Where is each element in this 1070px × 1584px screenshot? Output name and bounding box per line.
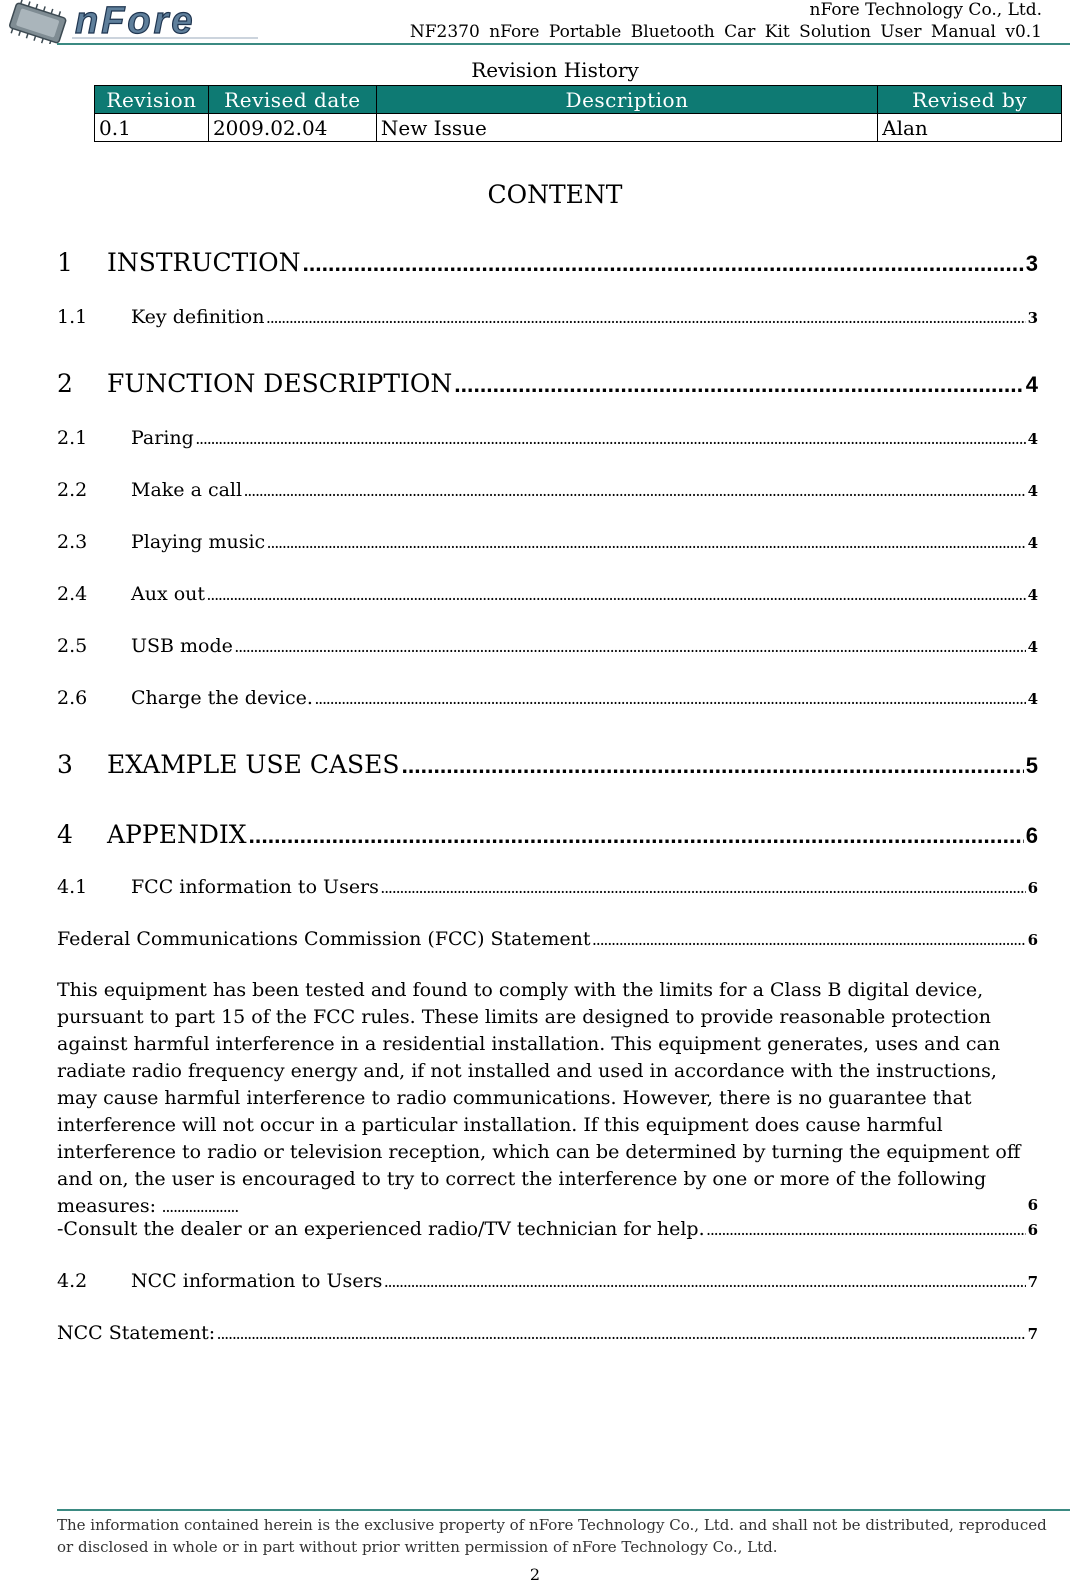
revision-history-caption: Revision History xyxy=(471,58,639,82)
toc-entry-instruction[interactable] xyxy=(57,248,1038,277)
toc-title: FUNCTION DESCRIPTION xyxy=(107,369,453,398)
toc-number: 2.6 xyxy=(57,687,88,709)
toc-page: 6 xyxy=(1027,879,1038,897)
toc-page: 4 xyxy=(1027,430,1038,448)
table-row xyxy=(95,114,1062,142)
toc-page: 5 xyxy=(1025,753,1038,778)
toc-number: 1.1 xyxy=(57,306,88,328)
confidentiality-notice: The information contained herein is the exclusive property of nFore Technology Co., Ltd. and shall not be distributed, reproduced or disclosed in whole or in part without prior written permission of nFore Technology Co., Ltd. xyxy=(57,1516,1047,1556)
column-header: Revised date xyxy=(208,86,376,114)
toc-title: Key definition xyxy=(131,306,265,328)
toc-entry-fcc-compliance-paragraph[interactable] xyxy=(57,977,1038,1222)
toc-leader xyxy=(303,250,1024,277)
company-name: nFore Technology Co., Ltd. xyxy=(809,0,1042,20)
revision-history-table xyxy=(94,85,1062,142)
toc-entry-playing-music[interactable] xyxy=(57,531,1038,553)
toc-leader xyxy=(454,371,1023,398)
toc-leader xyxy=(593,935,1026,948)
toc-entry-paring[interactable] xyxy=(57,427,1038,449)
toc-entry-consult-dealer[interactable] xyxy=(57,1218,1038,1240)
toc-leader xyxy=(196,434,1026,447)
column-header: Revised by xyxy=(878,86,1062,114)
toc-entry-make-a-call[interactable] xyxy=(57,479,1038,501)
toc-entry-aux-out[interactable] xyxy=(57,583,1038,605)
toc-number: 2.4 xyxy=(57,583,88,605)
toc-page: 7 xyxy=(1027,1273,1038,1291)
toc-title: FCC information to Users xyxy=(131,876,379,898)
toc-page: 4 xyxy=(1027,690,1038,708)
table-cell: Alan xyxy=(878,114,1062,142)
document-title: NF2370 nFore Portable Bluetooth Car Kit Solution User Manual v0.1 xyxy=(409,22,1042,42)
toc-page: 4 xyxy=(1025,372,1038,397)
toc-leader xyxy=(384,1277,1025,1290)
toc-entry-appendix[interactable] xyxy=(57,820,1038,849)
logo-wordmark: nFore xyxy=(75,0,196,42)
toc-title: Federal Communications Commission (FCC) Statement xyxy=(57,928,591,950)
toc-leader: .................... xyxy=(162,1202,239,1215)
toc-page: 4 xyxy=(1027,482,1038,500)
toc-title: Aux out xyxy=(131,583,206,605)
toc-title: Paring xyxy=(131,427,194,449)
toc-entry-fcc-statement[interactable] xyxy=(57,928,1038,950)
toc-leader xyxy=(207,590,1026,603)
toc-title: Charge the device. xyxy=(131,687,313,709)
toc-number: 2.2 xyxy=(57,479,88,501)
toc-title: Make a call xyxy=(131,479,243,501)
company-logo xyxy=(0,0,265,44)
toc-page: 7 xyxy=(1027,1325,1038,1343)
toc-entry-example-use-cases[interactable] xyxy=(57,750,1038,779)
toc-page: 6 xyxy=(1027,1221,1038,1239)
toc-number: 2.5 xyxy=(57,635,88,657)
toc-title: NCC information to Users xyxy=(131,1270,383,1292)
toc-page: 3 xyxy=(1027,309,1038,327)
page-number: 2 xyxy=(529,1565,541,1584)
toc-leader xyxy=(244,486,1025,499)
footer-divider xyxy=(57,1509,1070,1511)
content-heading: CONTENT xyxy=(487,180,623,209)
toc-leader xyxy=(217,1329,1025,1342)
toc-entry-ncc-statement[interactable] xyxy=(57,1322,1038,1344)
toc-number: 2.1 xyxy=(57,427,88,449)
toc-number: 4.2 xyxy=(57,1270,88,1292)
toc-page: 6 xyxy=(1025,823,1038,848)
column-header: Revision xyxy=(95,86,209,114)
toc-page: 4 xyxy=(1027,638,1038,656)
toc-title: -Consult the dealer or an experienced radio/TV technician for help. xyxy=(57,1218,705,1240)
toc-title: USB mode xyxy=(131,635,233,657)
toc-leader xyxy=(402,752,1024,779)
table-cell: 0.1 xyxy=(95,114,209,142)
toc-leader xyxy=(249,822,1024,849)
toc-number: 3 xyxy=(57,750,73,779)
table-cell: 2009.02.04 xyxy=(208,114,376,142)
table-header-row xyxy=(95,86,1062,114)
toc-entry-usb-mode[interactable] xyxy=(57,635,1038,657)
toc-page: 6 xyxy=(1027,1196,1038,1214)
toc-entry-function-description[interactable] xyxy=(57,369,1038,398)
toc-leader xyxy=(707,1225,1026,1238)
toc-page: 4 xyxy=(1027,586,1038,604)
toc-number: 4.1 xyxy=(57,876,88,898)
column-header: Description xyxy=(376,86,877,114)
toc-leader xyxy=(266,313,1025,326)
chip-logo-icon xyxy=(0,0,265,44)
toc-entry-key-definition[interactable] xyxy=(57,306,1038,328)
toc-leader xyxy=(267,538,1025,551)
toc-title: Playing music xyxy=(131,531,266,553)
table-cell: New Issue xyxy=(376,114,877,142)
toc-leader xyxy=(235,642,1026,655)
toc-number: 2 xyxy=(57,369,73,398)
toc-title: APPENDIX xyxy=(107,820,247,849)
header-divider xyxy=(57,43,1070,45)
toc-title: NCC Statement: xyxy=(57,1322,216,1344)
toc-entry-charge-the-device[interactable] xyxy=(57,687,1038,709)
toc-number: 1 xyxy=(57,248,73,277)
toc-page: 4 xyxy=(1027,534,1038,552)
toc-entry-fcc-information[interactable] xyxy=(57,876,1038,898)
toc-leader xyxy=(381,883,1026,896)
toc-page: 6 xyxy=(1027,931,1038,949)
toc-entry-ncc-information[interactable] xyxy=(57,1270,1038,1292)
toc-page: 3 xyxy=(1025,251,1038,276)
toc-title: EXAMPLE USE CASES xyxy=(107,750,400,779)
toc-number: 2.3 xyxy=(57,531,88,553)
toc-title: INSTRUCTION xyxy=(107,248,301,277)
toc-title: This equipment has been tested and found to comply with the limits for a Class B digital device, pursuant to part 15 of the FCC rules. These limits are designed to provide reasonable protection against harmful interference in a residential installation. This equipment generates, uses and can radiate radio frequency energy and, if not installed and used in accordance with the instructions, may cause harmful interference to radio communications. However, there is no guarantee that interference will not occur in a particular installation. If this equipment does cause harmful interference to radio or television reception, which can be determined by turning the equipment off and on, the user is encouraged to try to correct the interference by one or more of the following measures: xyxy=(57,979,1021,1217)
toc-number: 4 xyxy=(57,820,73,849)
toc-leader xyxy=(315,694,1026,707)
